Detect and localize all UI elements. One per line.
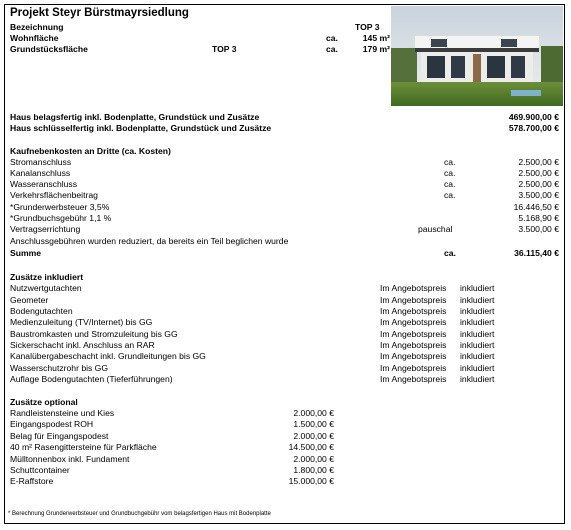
optional-heading: Zusätze optional	[10, 397, 78, 407]
inkludiert-item-where: Im Angebotspreis	[380, 374, 447, 384]
inkludiert-item-label: Auflage Bodengutachten (Tieferführungen)	[10, 374, 173, 384]
optional-item-label: Eingangspodest ROH	[10, 419, 94, 429]
inkludiert-item-label: Kanalübergabeschacht inkl. Grundleitungen bis GG	[10, 351, 206, 361]
nebenkosten-item-label: Verkehrsflächenbeitrag	[10, 190, 98, 200]
inkludiert-heading: Zusätze inkludiert	[10, 272, 84, 282]
inkludiert-item-status: inkludiert	[460, 363, 495, 373]
summe-value: 36.115,40 €	[514, 248, 559, 258]
optional-item-label: Schuttcontainer	[10, 465, 70, 475]
grundstuecksflaeche-top: TOP 3	[212, 44, 237, 54]
price-belagsfertig-label: Haus belagsfertig inkl. Bodenplatte, Grundstück und Zusätze	[10, 112, 260, 122]
nebenkosten-item-value: 5.168,90 €	[518, 213, 559, 223]
wohnflaeche-value: 145 m²	[362, 33, 390, 43]
inkludiert-item-status: inkludiert	[460, 283, 495, 293]
price-schluesselfertig-label: Haus schlüsselfertig inkl. Bodenplatte, Grundstück und Zusätze	[10, 123, 272, 133]
nebenkosten-item-label: Stromanschluss	[10, 157, 72, 167]
inkludiert-item-status: inkludiert	[460, 351, 495, 361]
inkludiert-item-where: Im Angebotspreis	[380, 340, 447, 350]
nebenkosten-item-label: Vertragserrichtung	[10, 224, 81, 234]
optional-item-value: 2.000,00 €	[293, 454, 334, 464]
inkludiert-item-status: inkludiert	[460, 295, 495, 305]
optional-item-label: Mülltonnenbox inkl. Fundament	[10, 454, 130, 464]
wohnflaeche-ca: ca.	[326, 33, 338, 43]
optional-item-value: 14.500,00 €	[288, 442, 334, 452]
price-belagsfertig-value: 469.900,00 €	[508, 112, 559, 122]
nebenkosten-item-value: 2.500,00 €	[518, 179, 559, 189]
footnote: * Berechnung Grunderwerbsteuer und Grundbuchgebühr vom belagsfertigen Haus mit Bodenplatte	[8, 511, 271, 517]
inkludiert-item-label: Geometer	[10, 295, 49, 305]
inkludiert-item-where: Im Angebotspreis	[380, 329, 447, 339]
nebenkosten-item-label: Kanalanschluss	[10, 168, 71, 178]
nebenkosten-item-value: 2.500,00 €	[518, 157, 559, 167]
inkludiert-item-status: inkludiert	[460, 329, 495, 339]
nebenkosten-item-value: 3.500,00 €	[518, 190, 559, 200]
nebenkosten-note: Anschlussgebühren wurden reduziert, da bereits ein Teil beglichen wurde	[10, 236, 289, 246]
nebenkosten-item-value: 3.500,00 €	[518, 224, 559, 234]
grundstuecksflaeche-ca: ca.	[326, 44, 338, 54]
optional-item-label: E-Raffstore	[10, 476, 54, 486]
optional-item-value: 1.500,00 €	[293, 419, 334, 429]
inkludiert-item-where: Im Angebotspreis	[380, 295, 447, 305]
inkludiert-item-label: Baustromkasten und Stromzuleitung bis GG	[10, 329, 178, 339]
nebenkosten-item-qual: ca.	[444, 190, 456, 200]
nebenkosten-item-qual: ca.	[444, 179, 456, 189]
inkludiert-item-label: Bodengutachten	[10, 306, 73, 316]
inkludiert-item-label: Nutzwertgutachten	[10, 283, 82, 293]
inkludiert-item-status: inkludiert	[460, 317, 495, 327]
nebenkosten-item-qual: ca.	[444, 157, 456, 167]
inkludiert-item-where: Im Angebotspreis	[380, 317, 447, 327]
inkludiert-item-where: Im Angebotspreis	[380, 283, 447, 293]
optional-item-label: Belag für Eingangspodest	[10, 431, 109, 441]
grundstuecksflaeche-label: Grundstücksfläche	[10, 44, 88, 54]
inkludiert-item-status: inkludiert	[460, 374, 495, 384]
inkludiert-item-where: Im Angebotspreis	[380, 306, 447, 316]
inkludiert-item-label: Medienzuleitung (TV/Internet) bis GG	[10, 317, 153, 327]
optional-item-value: 15.000,00 €	[288, 476, 334, 486]
inkludiert-item-where: Im Angebotspreis	[380, 351, 447, 361]
optional-item-label: Randleistensteine und Kies	[10, 408, 115, 418]
bezeichnung-label: Bezeichnung	[10, 22, 64, 32]
wohnflaeche-label: Wohnfläche	[10, 33, 59, 43]
inkludiert-item-label: Sickerschacht inkl. Anschluss an RAR	[10, 340, 155, 350]
nebenkosten-item-label: Wasseranschluss	[10, 179, 78, 189]
summe-label: Summe	[10, 248, 42, 258]
summe-qual: ca.	[444, 248, 456, 258]
optional-item-label: 40 m² Rasengittersteine für Parkfläche	[10, 442, 157, 452]
nebenkosten-heading: Kaufnebenkosten an Dritte (ca. Kosten)	[10, 146, 171, 156]
optional-item-value: 2.000,00 €	[293, 408, 334, 418]
inkludiert-item-label: Wasserschutzrohr bis GG	[10, 363, 109, 373]
inkludiert-item-status: inkludiert	[460, 306, 495, 316]
nebenkosten-item-value: 16.446,50 €	[513, 202, 559, 212]
house-rendering-image	[391, 6, 563, 106]
nebenkosten-item-qual: ca.	[444, 168, 456, 178]
optional-item-value: 1.800,00 €	[293, 465, 334, 475]
optional-item-value: 2.000,00 €	[293, 431, 334, 441]
grundstuecksflaeche-value: 179 m²	[362, 44, 390, 54]
price-schluesselfertig-value: 578.700,00 €	[508, 123, 559, 133]
inkludiert-item-where: Im Angebotspreis	[380, 363, 447, 373]
bezeichnung-value: TOP 3	[355, 22, 380, 32]
document-title: Projekt Steyr Bürstmayrsiedlung	[10, 7, 189, 19]
nebenkosten-item-qual: pauschal	[418, 224, 453, 234]
inkludiert-item-status: inkludiert	[460, 340, 495, 350]
nebenkosten-item-label: *Grundbuchsgebühr 1,1 %	[10, 213, 112, 223]
nebenkosten-item-value: 2.500,00 €	[518, 168, 559, 178]
nebenkosten-item-label: *Grunderwerbsteuer 3,5%	[10, 202, 110, 212]
